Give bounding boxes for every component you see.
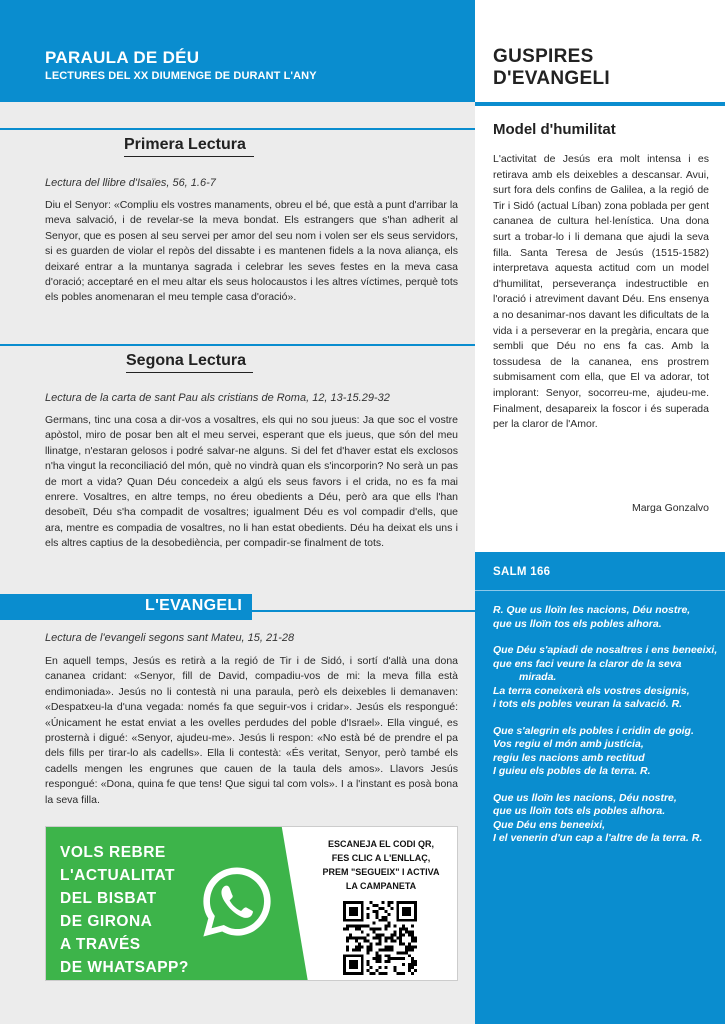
salm-line: Que Déu ens beneeixi, — [493, 818, 606, 831]
guspires-title: Model d'humilitat — [493, 121, 616, 138]
primera-reference: Lectura del llibre d'Isaïes, 56, 1.6-7 — [45, 177, 216, 189]
salm-strophe — [493, 792, 718, 846]
whatsapp-line: VOLS REBRE — [60, 844, 166, 861]
salm-strophe — [493, 644, 718, 712]
whatsapp-line: A TRAVÉS — [60, 936, 141, 953]
salm-line: I guieu els pobles de la terra. R. — [493, 765, 651, 777]
guspires-text: L'activitat de Jesús era molt intensa i es retirava amb els deixebles a descansar. Avui, surt fora dels confins de Galilea, a la regió de Tir i Sidó (actual Líban) zona poblada per gent cananea de cultura hel·lenística. Una dona surt a trobar-lo i li demana que ajudi la seva filla. Santa Teresa de Jesús (1515-1582) interpretava aquesta actitud com un model d'humilitat, perseverança indestructible en l'oració i atreviment davant Déu. Ens ensenya a no desanimar-nos davant les dificultats de la vida i a perseverar en la pregària, encara que sembli que Déu no ens fa cas. Amb la tossudesa de la cananea, ens prostrem submisament com ella, que El va adorar, tot implorant: Senyor, socorreu-me, ajudeu-me. Finalment, desapareix la foscor i és superada per la claror de l'Amor. — [493, 153, 709, 431]
salm-line: I el venerin d'un cap a l'altre de la terra. R. — [493, 832, 703, 844]
segona-text: Germans, tinc una cosa a dir-vos a vosaltres, els qui no sou jueus: Ja que soc el vostre apòstol, miro de posar ben alt el meu servei, esperant que els jueus, que són del meu llinatge, n'estaran gelosos i podré salvar-ne alguns. Si del fet d'haver estat els exclosos n'ha vingut la reconciliació del món, què no vindrà quan els s'incorporin? No serà un pas de mort a vida? Quan Déu concedeix a algú els seus favors i el crida, no es fa mai enrere. Vosaltres, en altre temps, no éreu obedients a Déu, però ara que ells l'han desobeït, Déu s'ha compadit de vosaltres; igualment Déu es vol compadir d'ells, que ara, mentre es compadia de vosaltres, no li han estat obedients. Déu ha deixat els uns i els altres captius de la desobediència, per compadir-se finalment de tots. — [45, 414, 458, 550]
right-title-line2: D'EVANGELI — [493, 68, 610, 89]
salm-strophe — [493, 725, 718, 779]
primera-underline — [124, 156, 254, 157]
whatsapp-line: L'ACTUALITAT — [60, 867, 175, 884]
whatsapp-promo[interactable] — [45, 826, 458, 981]
salm-line: La terra coneixerà els vostres designis, — [493, 684, 690, 697]
whatsapp-line: DEL BISBAT — [60, 890, 157, 907]
evangeli-reference: Lectura de l'evangeli segons sant Mateu, 15, 21-28 — [45, 632, 295, 644]
instruction-line: FES CLIC A L'ENLLAÇ, — [331, 853, 431, 863]
salm-divider — [475, 590, 725, 591]
whatsapp-line: DE GIRONA — [60, 913, 153, 930]
whatsapp-line: DE WHATSAPP? — [60, 959, 189, 976]
salm-line: i tots els pobles veuran la salvació. R. — [493, 698, 683, 710]
salm-line: que us lloïn tos els pobles alhora. — [493, 617, 662, 630]
right-header — [475, 0, 725, 102]
salm-strophe — [493, 604, 718, 631]
instruction-line: PREM "SEGUEIX" I ACTIVA — [322, 867, 440, 877]
segona-title: Segona Lectura — [126, 352, 247, 369]
page-title: PARAULA DE DÉU — [45, 48, 200, 67]
evangeli-text: En aquell temps, Jesús es retirà a la regió de Tir i de Sidó, i sortí d'allà una dona cananea cridant: «Senyor, fill de David, compadiu-vos de mi: la meva filla està endimoniada». Jesús no li contestà ni una paraula, però els deixebles li demanaven: «Despatxeu-la d'una vegada: només fa que seguir-vos i cridar». Jesús els respongué: «Únicament he estat enviat a les ovelles perdudes del poble d'Israel». Ella vingué, es prosternà i digué: «Senyor, ajudeu-me». Jesús li respon: «No està bé de prendre el pa dels fills per tirar-lo als cadells». Ella li contestà: «És veritat, Senyor, però també els cadells mengen les engrunes que cauen de la taula dels amos». Llavors Jesús respongué: «Dona, quina fe que tens! Que sigui tal com vols». I a l'instant es posà bona la seva filla. — [45, 655, 458, 806]
salm-line: Que Déu s'apiadi de nosaltres i ens beneeixi, — [493, 644, 718, 656]
evangeli-divider — [252, 610, 475, 612]
salm-line: R. Que us lloïn les nacions, Déu nostre, — [493, 604, 691, 616]
guspires-author: Marga Gonzalvo — [631, 502, 709, 514]
salm-line: que ens faci veure la claror de la seva mirada. — [493, 657, 682, 683]
segona-reference: Lectura de la carta de sant Pau als cristians de Roma, 12, 13-15.29-32 — [45, 392, 390, 404]
instruction-line: LA CAMPANETA — [345, 881, 417, 891]
primera-title: Primera Lectura — [124, 136, 246, 153]
segona-divider — [0, 344, 475, 346]
right-header-divider — [475, 102, 725, 106]
page-subtitle: LECTURES DEL XX DIUMENGE DE DURANT L'ANY — [45, 70, 317, 82]
primera-divider — [0, 128, 475, 130]
top-banner — [0, 0, 475, 102]
salm-line: Que us lloïn les nacions, Déu nostre, — [493, 791, 677, 804]
instruction-line: ESCANEJA EL CODI QR, — [327, 839, 435, 849]
primera-text: Diu el Senyor: «Compliu els vostres manaments, obreu el bé, que està a punt d'arribar la meva salvació, i de revelar-se la meva bondat. Els estrangers que s'han adherit al Senyor, que es posen al seu servei per amor del seu nom i volen ser els seus servidors, si es guarden de violar el repòs del dissabte i es mantenen fidels a la nova aliança, els deixaré entrar a la muntanya sagrada i celebrar les seves festes en la meva casa d'oració; acceptaré en el meu altar els seus holocaustos i les altres víctimes, perquè tots els pobles anomenaran el meu temple casa d'oració». — [45, 199, 458, 304]
salm-line: Que s'alegrin els pobles i cridin de goig. — [493, 724, 694, 737]
segona-underline — [126, 372, 253, 373]
salm-title: SALM 166 — [493, 566, 551, 578]
whatsapp-instructions — [308, 837, 454, 893]
right-title-line1: GUSPIRES — [493, 46, 594, 67]
evangeli-title: L'EVANGELI — [145, 597, 243, 614]
salm-line: regiu les nacions amb rectitud — [493, 751, 645, 764]
qr-code[interactable] — [343, 901, 417, 975]
salm-line: Vos regiu el món amb justícia, — [493, 738, 644, 750]
whatsapp-icon — [196, 861, 278, 943]
salm-line: que us lloïn tots els pobles alhora. — [493, 805, 666, 817]
whatsapp-promo-text — [60, 841, 189, 979]
salm-text — [493, 604, 718, 859]
